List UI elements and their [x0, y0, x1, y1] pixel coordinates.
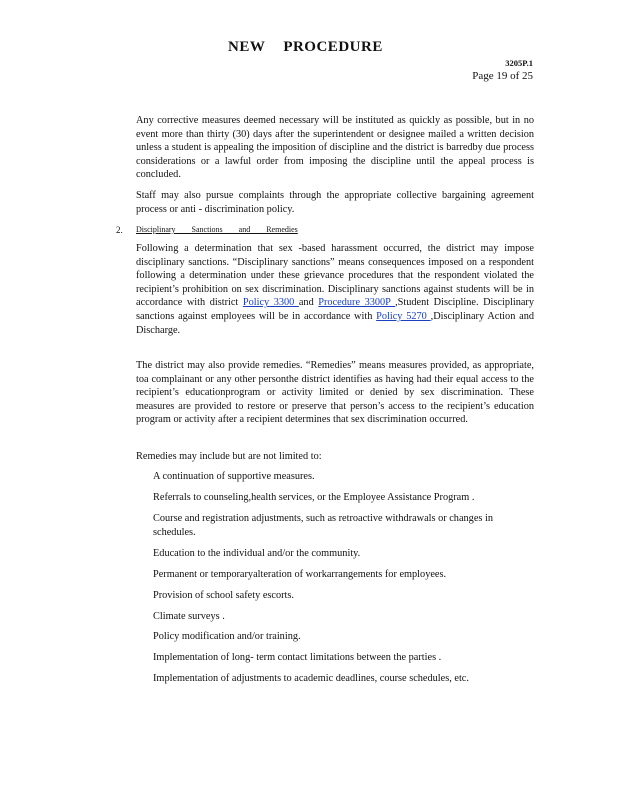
list-item [136, 672, 536, 686]
list-item [136, 491, 536, 505]
paragraph-staff-complaints: Staff may also pursue complaints through the appropriate collective bargaining agreement process or anti - discrimination policy. [136, 190, 534, 215]
procedure-3300p-link[interactable]: Procedure 3300P [318, 297, 396, 309]
list-item-text: Provision of school safety escorts. [153, 589, 294, 601]
sanctions-text-2: ,Student Discipline. Disciplinary sanctions against employees will be in accordance with [136, 297, 534, 322]
remedies-list [136, 470, 536, 693]
list-item [136, 589, 536, 603]
list-item-text: Education to the individual and/or the community. [153, 547, 361, 559]
section-heading: Disciplinary Sanctions and Remedies [136, 225, 298, 234]
list-item [136, 568, 536, 582]
list-item [136, 512, 536, 539]
sanctions-text-1: Following a determination that sex -based harassment occurred, the district may impose disciplinary sanctions. “Disciplinary sanctions” means consequences imposed on a respondent following a determination under these grievance procedures that the respondent violated the recipient’s prohibition on sex discrimination. Disciplinary sanctions against students will be in accordance with district [136, 243, 534, 309]
list-item-text: Referrals to counseling,health services, or the Employee Assistance Program . [153, 491, 475, 503]
section-number: 2. [116, 225, 123, 235]
list-item-text: Course and registration adjustments, such as retroactive withdrawals or changes in schedules. [153, 512, 493, 538]
policy-3300-link[interactable]: Policy 3300 [242, 297, 299, 309]
page-title: NEW PROCEDURE [228, 39, 383, 55]
sanctions-text-3: ,Disciplinary Action and Discharge. [136, 310, 534, 336]
list-item [136, 547, 536, 561]
paragraph-remedies-intro: Remedies may include but are not limited to: [136, 451, 322, 462]
page-number: Page 19 of 25 [472, 70, 533, 82]
list-item-text: A continuation of supportive measures. [153, 471, 315, 482]
paragraph-remedies: The district may also provide remedies. “Remedies” means measures provided, as appropriate, toa complainant or any other personthe district identifies as having had their equal access to the recipient’s educationprogram or activity limited or denied by sex discrimination. These measures are provided to restore or preserve that person’s access to the recipient’s education program or activity after a recipient determines that sex discrimination occurred. [136, 360, 534, 426]
procedure-code: 3205P.1 [505, 58, 533, 68]
paragraph-disciplinary-sanctions [136, 242, 534, 337]
list-item-text: Policy modification and/or training. [153, 631, 301, 643]
list-item-text: Climate surveys . [153, 610, 225, 622]
paragraph-corrective-measures: Any corrective measures deemed necessary will be instituted as quickly as possible, but in no event more than thirty (30) days after the superintendent or designee mailed a written decision unless a student is appealing the imposition of discipline and the district is barredby due process considerations or a lawful order from imposing the discipline until the appeal process is concluded. [136, 115, 534, 181]
list-item [136, 610, 536, 624]
list-item-text: Implementation of long- term contact limitations between the parties . [153, 652, 442, 664]
list-item-text: Implementation of adjustments to academic deadlines, course schedules, etc. [153, 673, 469, 685]
list-item-text: Permanent or temporaryalteration of workarrangements for employees. [153, 568, 447, 580]
list-item [136, 630, 536, 644]
policy-5270-link[interactable]: Policy 5270 [376, 310, 431, 322]
list-item [136, 651, 536, 665]
list-item [136, 470, 536, 484]
sanctions-text-and: and [298, 297, 319, 309]
